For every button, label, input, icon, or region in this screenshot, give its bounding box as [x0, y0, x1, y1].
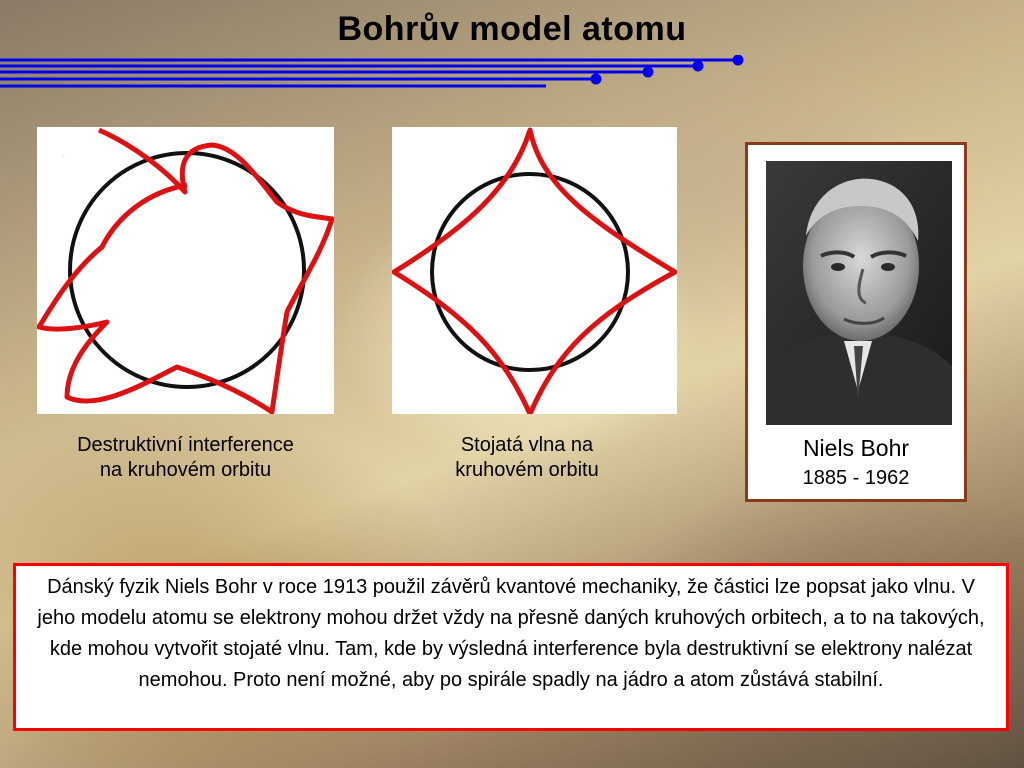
destructive-caption-line2: na kruhovém orbitu	[99, 459, 272, 481]
destructive-interference-diagram	[37, 127, 334, 414]
bohr-years: 1885 - 1962	[802, 467, 910, 489]
standing-caption-line1: Stojatá vlna na	[460, 434, 594, 456]
orbit-circle	[432, 174, 628, 370]
title-underline-decoration	[0, 55, 1024, 91]
scan-speck: .	[63, 152, 65, 158]
bohr-portrait-frame	[745, 142, 967, 502]
standing-wave-caption	[392, 433, 662, 483]
bohr-name: Niels Bohr	[802, 435, 910, 461]
description-textbox: Dánský fyzik Niels Bohr v roce 1913 použil závěrů kvantové mechaniky, že částici lze popsat jako vlnu. V jeho modelu atomu se elektrony mohou držet vždy na přesně daných kruhových orbitech, a to na takových, kde mohou vytvořit stojaté vlnu. Tam, kde by výsledná interference byla destruktivní se elektrony nalézat nemohou. Proto není možné, aby po spirále spadly na jádro a atom zůstává stabilní.	[13, 563, 1009, 731]
destructive-wave	[39, 130, 332, 412]
slide-title: Bohrův model atomu	[337, 10, 687, 48]
standing-wave-diagram	[392, 127, 677, 414]
destructive-caption-line1: Destruktivní interference	[77, 434, 294, 456]
destructive-caption	[37, 433, 334, 483]
bohr-portrait-photo	[766, 161, 952, 425]
standing-caption-line2: kruhovém orbitu	[455, 459, 599, 481]
